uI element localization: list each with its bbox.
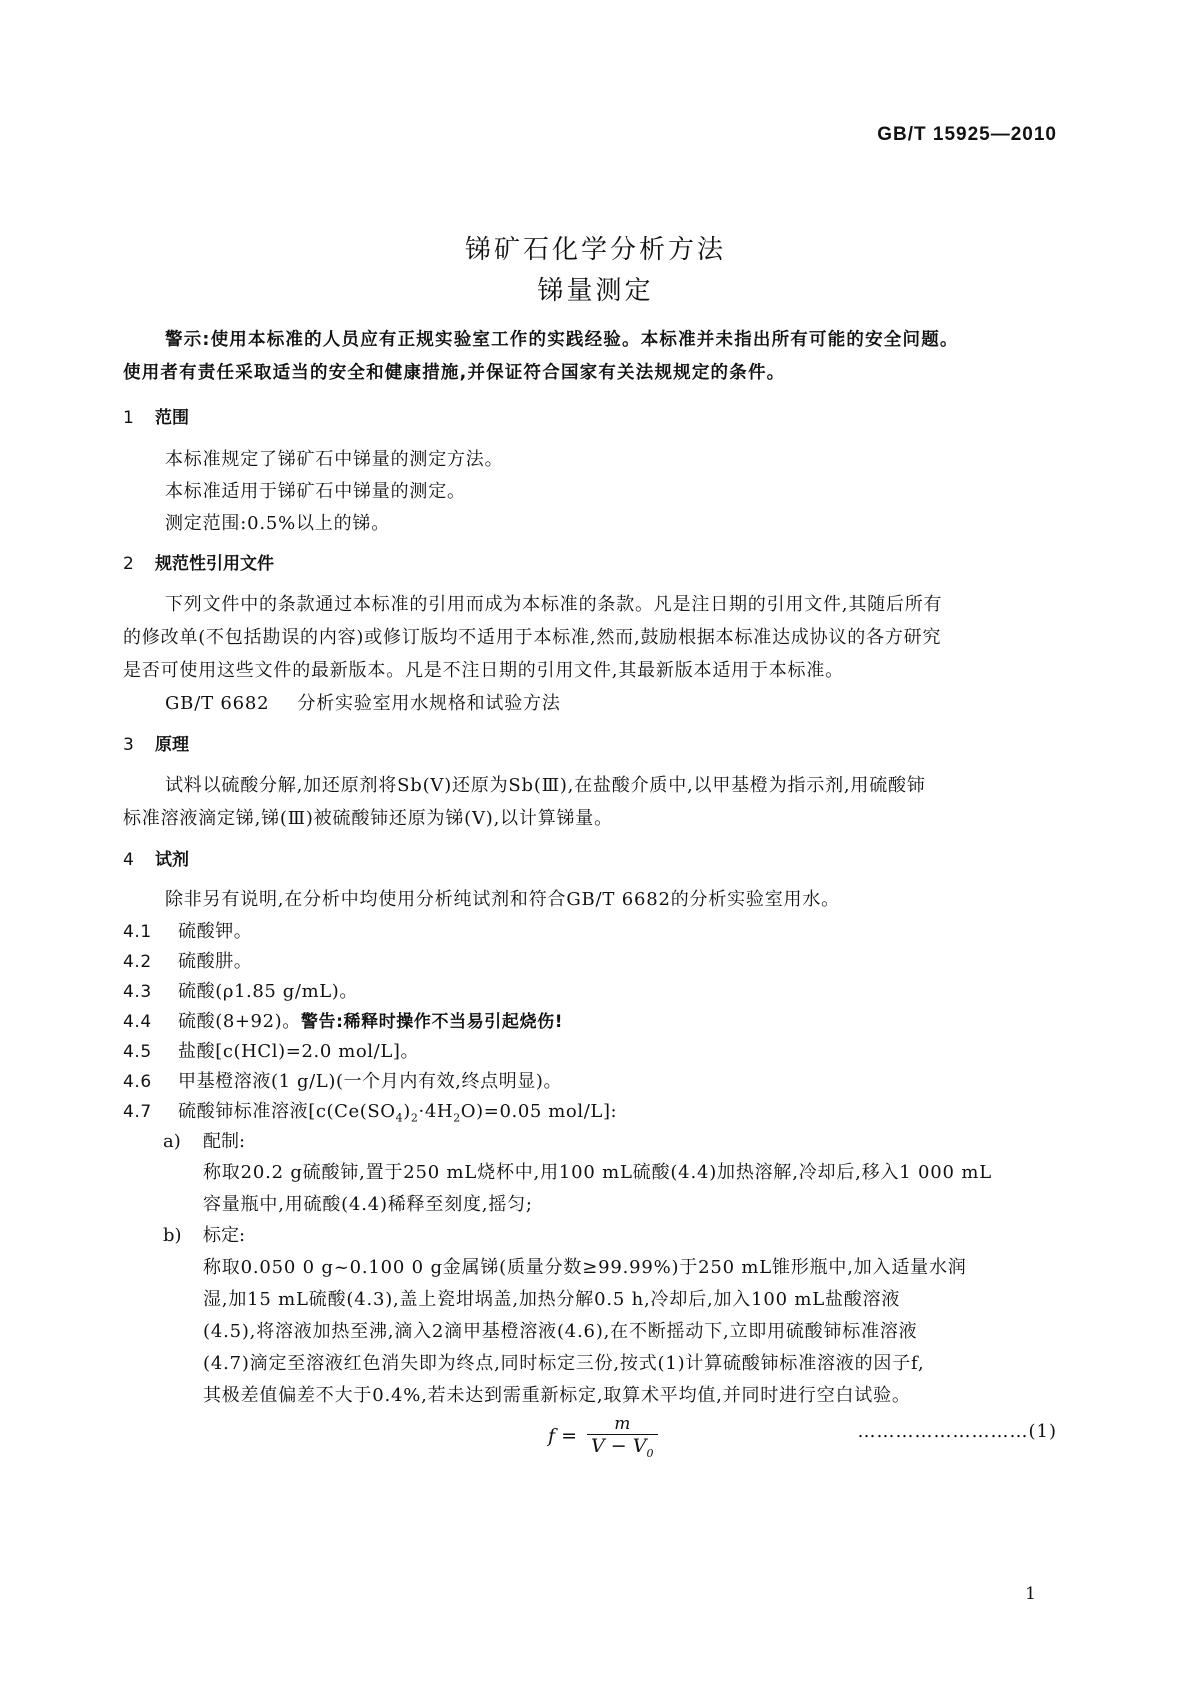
standard-number: GB/T 15925—2010 <box>877 124 1057 145</box>
formula-numerator: m <box>587 1414 657 1435</box>
warning-line-2: 使用者有责任采取适当的安全和健康措施,并保证符合国家有关法规规定的条件。 <box>123 363 786 383</box>
page-number: 1 <box>1025 1584 1036 1604</box>
reagent-item <box>123 1037 419 1063</box>
reagent-item <box>123 917 252 943</box>
references-paragraph-line: 是否可使用这些文件的最新版本。凡是不注日期的引用文件,其最新版本适用于本标准。 <box>123 660 844 681</box>
reagents-intro: 除非另有说明,在分析中均使用分析纯试剂和符合GB/T 6682的分析实验室用水。 <box>165 889 840 910</box>
reagent-item <box>123 1007 563 1033</box>
formula-factor <box>548 1414 658 1460</box>
item-number: 4.1 <box>123 922 152 942</box>
item-number: 4.4 <box>123 1012 152 1032</box>
calibration-line: (4.7)滴定至溶液红色消失即为终点,同时标定三份,按式(1)计算硫酸铈标准溶液的因子f, <box>203 1353 925 1374</box>
reagent-item <box>123 1067 562 1093</box>
item-warning: 警告:稀释时操作不当易引起烧伤! <box>300 1012 564 1032</box>
item-number: 4.5 <box>123 1042 152 1062</box>
scope-line: 本标准规定了锑矿石中锑量的测定方法。 <box>165 449 504 470</box>
subclause-b-label <box>163 1221 245 1247</box>
item-text: 硫酸肼。 <box>178 951 253 972</box>
calibration-line: (4.5),将溶液加热至沸,滴入2滴甲基橙溶液(4.6),在不断摇动下,立即用硫酸铈标准溶液 <box>203 1321 918 1342</box>
section-title: 规范性引用文件 <box>155 554 274 574</box>
item-number: 4.7 <box>123 1102 152 1122</box>
document-title: 锑矿石化学分析方法 <box>464 235 726 265</box>
section-heading-reagents <box>123 845 189 870</box>
section-title: 试剂 <box>155 850 189 870</box>
subclause-letter: a) <box>163 1131 181 1152</box>
principle-line: 标准溶液滴定锑,锑(Ⅲ)被硫酸铈还原为锑(Ⅴ),以计算锑量。 <box>123 808 613 829</box>
equation-number: ………………………(1) <box>857 1421 1057 1442</box>
subclause-title: 标定: <box>203 1225 246 1246</box>
document-subtitle: 锑量测定 <box>537 276 654 306</box>
warning-line-1: 警示:使用本标准的人员应有正规实验室工作的实践经验。本标准并未指出所有可能的安全问题。 <box>165 330 959 350</box>
reference-entry <box>165 689 561 715</box>
calibration-line: 称取0.050 0 g~0.100 0 g金属锑(质量分数≥99.99%)于250 mL锥形瓶中,加入适量水润 <box>203 1257 967 1278</box>
section-heading-scope <box>123 403 189 428</box>
formula-denominator: $V - V_0$ <box>591 1435 654 1460</box>
reagent-item <box>123 947 252 973</box>
subclause-a-label <box>163 1127 245 1153</box>
item-text: 盐酸[c(HCl)=2.0 mol/L]。 <box>178 1041 420 1062</box>
item-number: 4.6 <box>123 1072 152 1092</box>
reagent-item <box>123 977 358 1003</box>
preparation-line: 称取20.2 g硫酸铈,置于250 mL烧杯中,用100 mL硫酸(4.4)加热溶解,冷却后,移入1 000 mL <box>203 1162 992 1183</box>
item-text: 甲基橙溶液(1 g/L)(一个月内有效,终点明显)。 <box>178 1071 563 1092</box>
references-paragraph-line: 下列文件中的条款通过本标准的引用而成为本标准的条款。凡是注日期的引用文件,其随后所有 <box>165 594 943 615</box>
section-number: 2 <box>123 554 134 574</box>
section-number: 1 <box>123 408 134 428</box>
scope-line: 测定范围:0.5%以上的锑。 <box>165 513 390 534</box>
preparation-line: 容量瓶中,用硫酸(4.4)稀释至刻度,摇匀; <box>203 1194 533 1215</box>
reference-title: 分析实验室用水规格和试验方法 <box>297 693 561 714</box>
item-text: 硫酸钾。 <box>178 921 253 942</box>
item-number: 4.2 <box>123 952 152 972</box>
calibration-line: 湿,加15 mL硫酸(4.3),盖上瓷坩埚盖,加热分解0.5 h,冷却后,加入100 mL盐酸溶液 <box>203 1289 901 1310</box>
scope-line: 本标准适用于锑矿石中锑量的测定。 <box>165 481 466 502</box>
subclause-title: 配制: <box>203 1131 246 1152</box>
references-paragraph-line: 的修改单(不包括勘误的内容)或修订版均不适用于本标准,然而,鼓励根据本标准达成协议的各方研究 <box>123 627 942 648</box>
principle-line: 试料以硫酸分解,加还原剂将Sb(Ⅴ)还原为Sb(Ⅲ),在盐酸介质中,以甲基橙为指示剂,用硫酸铈 <box>165 775 926 796</box>
formula-lhs: f = <box>548 1424 577 1447</box>
item-number: 4.3 <box>123 982 152 1002</box>
calibration-line: 其极差值偏差不大于0.4%,若未达到需重新标定,取算术平均值,并同时进行空白试验。 <box>203 1385 911 1406</box>
section-number: 4 <box>123 850 134 870</box>
item-text: 硫酸铈标准溶液[$c(Ce(SO_4)_2\cdot 4H_2O)=0.05$ mol/L]: <box>178 1101 618 1125</box>
section-number: 3 <box>123 735 134 755</box>
item-text: 硫酸(8+92)。 <box>178 1011 301 1032</box>
subclause-letter: b) <box>163 1225 182 1246</box>
reference-code: GB/T 6682 <box>165 693 270 714</box>
section-heading-principle <box>123 730 189 755</box>
item-text: 硫酸(ρ1.85 g/mL)。 <box>178 981 359 1002</box>
section-title: 原理 <box>155 735 189 755</box>
section-heading-normative-references <box>123 549 274 574</box>
section-title: 范围 <box>155 408 189 428</box>
formula-fraction <box>587 1414 657 1460</box>
reagent-item <box>123 1097 617 1125</box>
